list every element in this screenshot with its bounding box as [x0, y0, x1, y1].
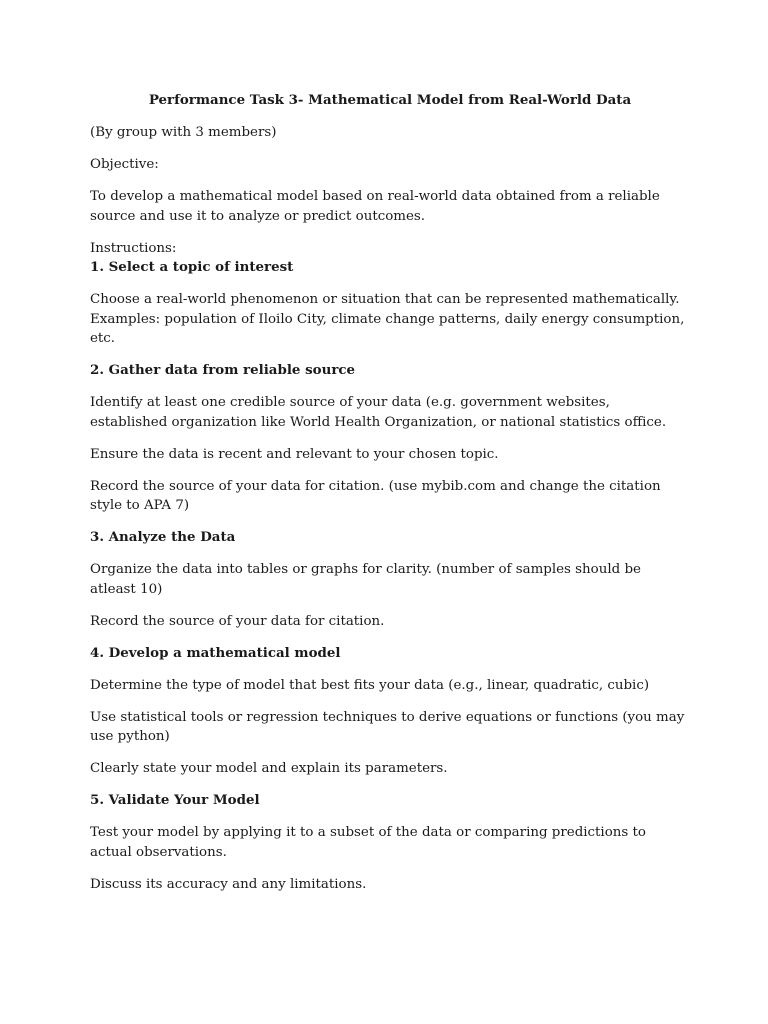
step-3-paragraph-1: Organize the data into tables or graphs for clarity. (number of samples should be atleast 10) — [90, 562, 641, 597]
step-4-paragraph-2: Use statistical tools or regression techniques to derive equations or functions (you may use python) — [90, 709, 685, 744]
objective-label: Objective: — [90, 157, 159, 172]
document-title: Performance Task 3- Mathematical Model from Real-World Data — [148, 92, 632, 108]
document-page — [90, 91, 690, 907]
step-1-heading: 1. Select a topic of interest — [90, 259, 294, 275]
step-5-paragraph-2: Discuss its accuracy and any limitations. — [90, 876, 367, 892]
instructions-label: Instructions: — [90, 240, 177, 256]
objective-text: To develop a mathematical model based on real-world data obtained from a reliable source and use it to analyze or predict outcomes. — [90, 189, 660, 224]
step-2-paragraph-1: Identify at least one credible source of your data (e.g. government websites, established organization like World Health Organization, or national statistics office. — [90, 395, 667, 430]
step-4-paragraph-3: Clearly state your model and explain its parameters. — [90, 761, 448, 776]
step-2-heading: 2. Gather data from reliable source — [90, 362, 356, 378]
step-2-paragraph-2: Ensure the data is recent and relevant to your chosen topic. — [90, 446, 499, 462]
step-5-heading: 5. Validate Your Model — [90, 792, 260, 808]
step-3-paragraph-2: Record the source of your data for citation. — [90, 613, 385, 629]
step-1-paragraph-1: Choose a real-world phenomenon or situation that can be represented mathematically. Examples: population of Iloilo City, climate change patterns, daily energy consumption, etc. — [90, 292, 685, 346]
step-2-paragraph-3: Record the source of your data for citation. (use mybib.com and change the citation style to APA 7) — [90, 478, 661, 513]
step-5-paragraph-1: Test your model by applying it to a subset of the data or comparing predictions to actual observations. — [90, 825, 646, 860]
step-3-heading: 3. Analyze the Data — [90, 529, 236, 545]
step-4-heading: 4. Develop a mathematical model — [90, 644, 341, 661]
step-4-paragraph-1: Determine the type of model that best fits your data (e.g., linear, quadratic, cubic) — [90, 677, 650, 693]
group-note: (By group with 3 members) — [90, 125, 277, 140]
